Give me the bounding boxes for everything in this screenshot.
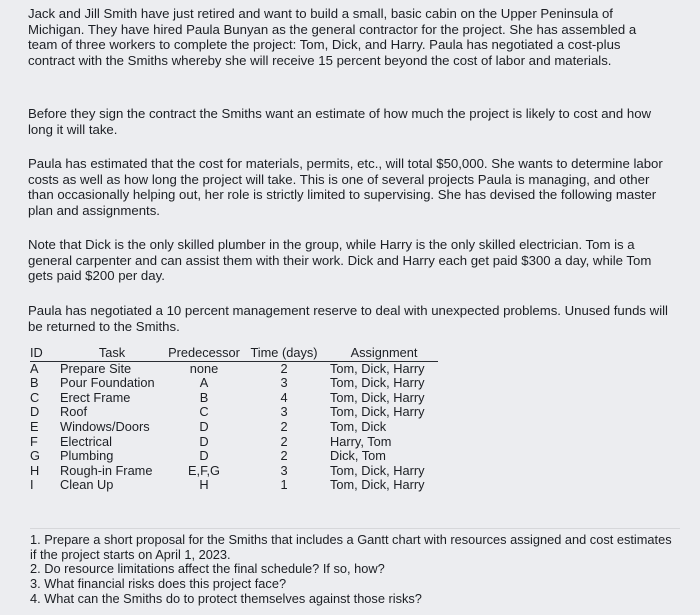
table-row (30, 435, 438, 450)
cell-predecessor: E,F,G (188, 462, 220, 478)
header-id: ID (30, 345, 43, 360)
cell-task: Prepare Site (60, 360, 132, 376)
cell-predecessor: none (189, 360, 219, 376)
question-item: 4. What can the Smiths do to protect themselves against those risks? (30, 590, 422, 606)
cell-id: H (30, 462, 40, 478)
table-row (30, 449, 438, 464)
cell-assignment: Tom, Dick, Harry (330, 462, 425, 478)
header-task: Task (98, 345, 126, 360)
header-time: Time (days) (250, 345, 318, 360)
table-row (30, 391, 438, 406)
cell-predecessor: A (199, 375, 209, 391)
intro-paragraph: Jack and Jill Smith have just retired and want to build a small, basic cabin on the Upper Peninsula of Michigan. They have hired Paula Bunyan as the general contractor for the project. She has assembled a team of three workers to complete the project: Tom, Dick, and Harry. Paula has negotiated a cost-plus contract with the Smiths whereby she will receive 15 percent beyond the cost of labor and materials. (28, 6, 637, 68)
cell-id: F (30, 433, 38, 449)
cell-predecessor: H (199, 477, 209, 493)
cell-predecessor: D (199, 418, 209, 434)
cell-id: I (30, 477, 34, 493)
cell-time: 3 (280, 462, 288, 478)
header-assignment: Assignment (350, 345, 418, 360)
cell-id: G (30, 448, 40, 464)
cell-id: D (30, 404, 40, 420)
cell-predecessor: B (199, 389, 209, 405)
cell-assignment: Tom, Dick, Harry (330, 477, 425, 493)
cell-predecessor: C (199, 404, 209, 420)
estimate-paragraph: Before they sign the contract the Smiths want an estimate of how much the project is likely to cost and how long it will take. (28, 106, 652, 137)
cell-assignment: Tom, Dick (330, 418, 387, 434)
cell-id: E (30, 418, 39, 434)
cell-assignment: Harry, Tom (330, 433, 392, 449)
cell-id: A (30, 360, 39, 376)
table-row (30, 405, 438, 420)
cell-assignment: Tom, Dick, Harry (330, 389, 425, 405)
cell-predecessor: D (199, 433, 209, 449)
cell-time: 2 (280, 418, 288, 434)
reserve-paragraph: Paula has negotiated a 10 percent management reserve to deal with unexpected problems. Unused funds will be returned to the Smiths. (28, 303, 668, 334)
cell-time: 2 (280, 433, 288, 449)
cell-time: 3 (280, 404, 288, 420)
cell-id: B (30, 375, 39, 391)
cell-assignment: Dick, Tom (330, 448, 386, 464)
cell-task: Clean Up (60, 477, 114, 493)
cell-time: 3 (280, 375, 288, 391)
header-predecessor: Predecessor (168, 345, 240, 360)
cell-task: Electrical (60, 433, 112, 449)
cell-task: Plumbing (60, 448, 114, 464)
cell-task: Windows/Doors (60, 418, 150, 434)
materials-paragraph: Paula has estimated that the cost for materials, permits, etc., will total $50,000. She wants to determine labor costs as well as how long the project will take. This is one of several projects Paula is managing, and other than occasionally helping out, her role is strictly limited to supervising. She has devised the following master plan and assignments. (28, 156, 663, 218)
cell-task: Roof (60, 404, 88, 420)
master-plan-table (30, 346, 438, 493)
cell-assignment: Tom, Dick, Harry (330, 404, 425, 420)
table-row (30, 376, 438, 391)
cell-assignment: Tom, Dick, Harry (330, 360, 425, 376)
cell-task: Erect Frame (60, 389, 131, 405)
cell-assignment: Tom, Dick, Harry (330, 375, 425, 391)
cell-predecessor: D (199, 448, 209, 464)
question-item: 1. Prepare a short proposal for the Smiths that includes a Gantt chart with resources assigned and cost estimates if the project starts on April 1, 2023. (30, 532, 672, 562)
table-row (30, 464, 438, 479)
cell-task: Pour Foundation (60, 375, 155, 391)
question-item: 3. What financial risks does this project face? (30, 576, 287, 592)
workers-paragraph: Note that Dick is the only skilled plumber in the group, while Harry is the only skilled electrician. Tom is a general carpenter and can assist them with their work. Dick and Harry each get paid $300 a day, while Tom gets paid $200 per day. (28, 237, 652, 284)
table-header-row (30, 346, 438, 361)
cell-task: Rough-in Frame (60, 462, 153, 478)
cell-time: 2 (280, 448, 288, 464)
cell-time: 1 (280, 477, 288, 493)
table-row (30, 420, 438, 435)
cell-id: C (30, 389, 40, 405)
cell-time: 2 (280, 360, 288, 376)
question-item: 2. Do resource limitations affect the final schedule? If so, how? (30, 561, 385, 577)
questions-list (30, 528, 680, 607)
table-row (30, 361, 438, 376)
cell-time: 4 (280, 389, 288, 405)
table-row (30, 478, 438, 493)
